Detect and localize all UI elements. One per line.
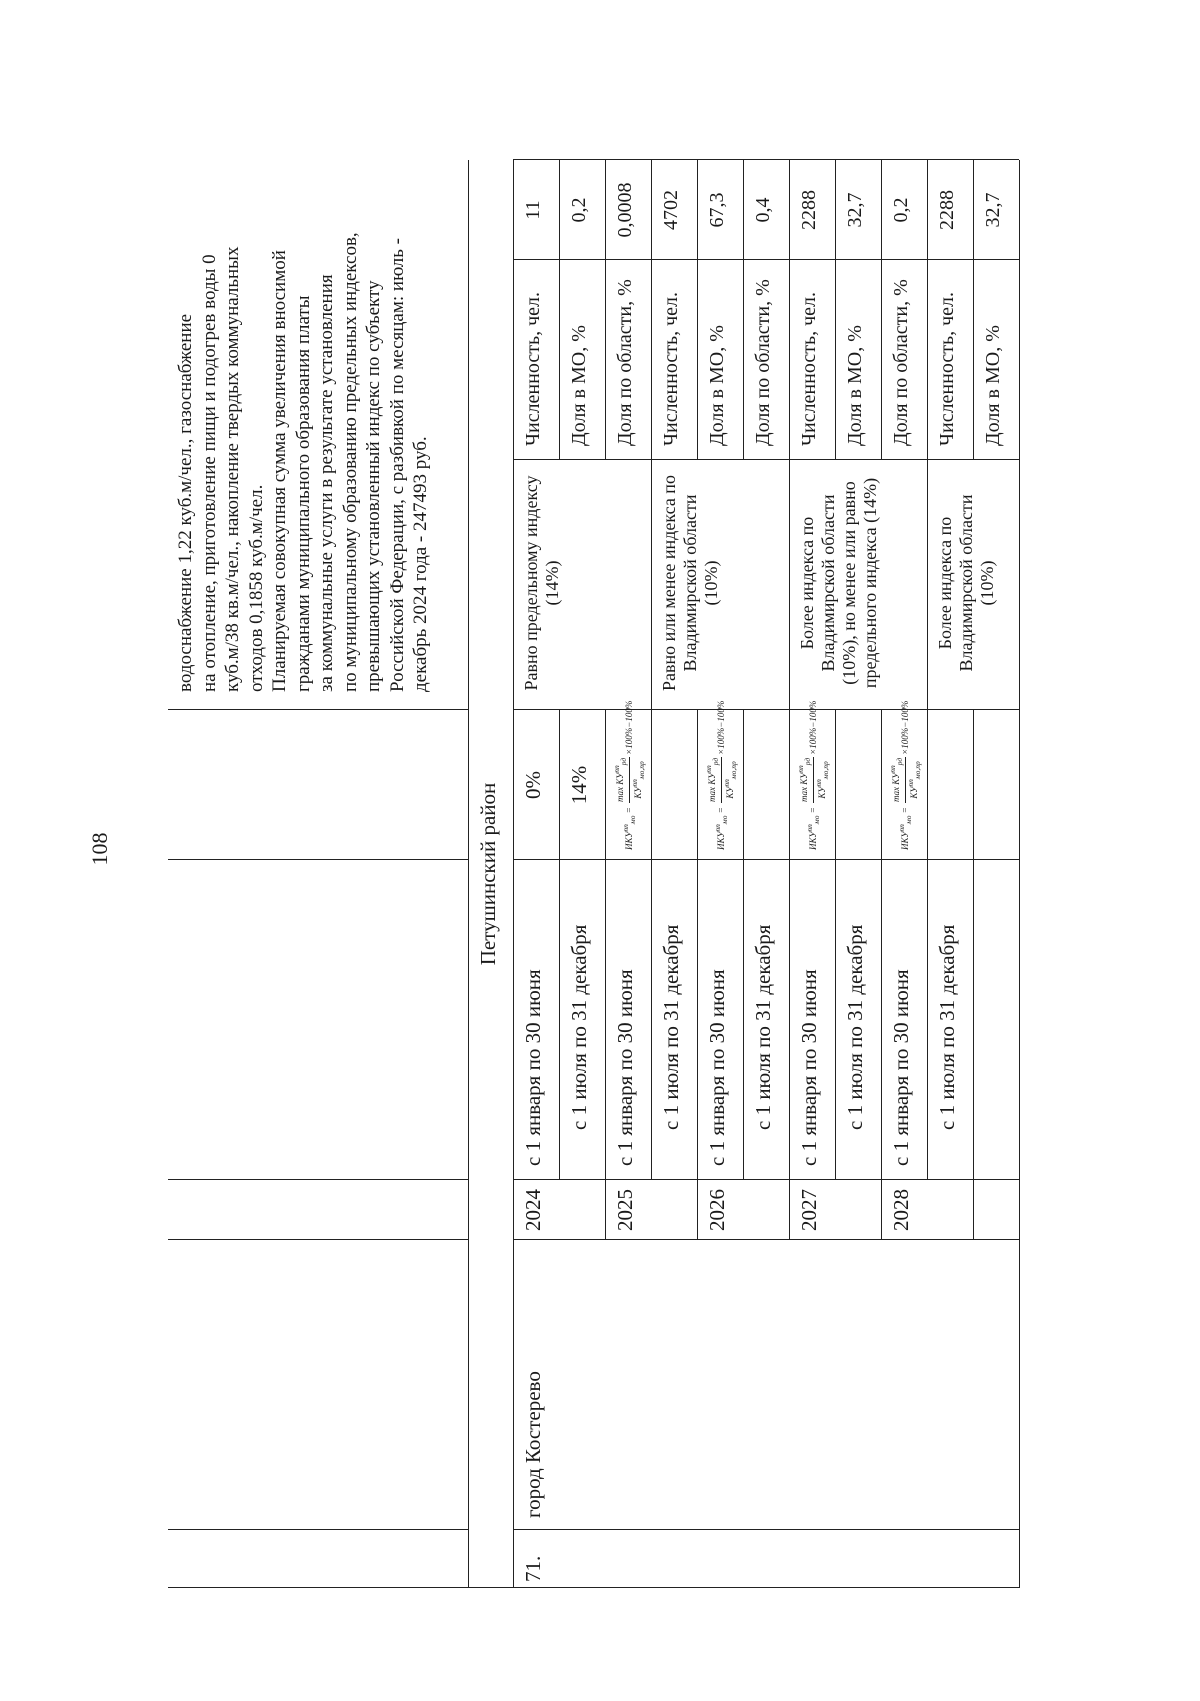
metric-label: Численность, чел. xyxy=(936,292,958,446)
period-first-half: с 1 января по 30 июня xyxy=(797,969,821,1166)
text-line: превышающих установленный индекс по субъекту xyxy=(363,280,384,692)
text-line: гражданами муниципального образования платы xyxy=(292,295,314,692)
period-first-half: с 1 января по 30 июня xyxy=(705,969,729,1166)
table-rule xyxy=(1019,160,1020,1588)
year-cell: 2027 xyxy=(797,1189,821,1231)
metric-value: 0,0008 xyxy=(614,182,636,238)
criterion-text: Более индекса по Владимирской области (10%) xyxy=(935,494,997,672)
metric-value: 2288 xyxy=(798,190,820,230)
metric-value: 67,3 xyxy=(706,192,728,228)
index-formula: $ИКУ^{пп}_{мо}$ = $\max КУ^{пп}_{рд}$ $КУ^{пп}_{мо,пр}$ ×100%−100% xyxy=(887,700,922,850)
formula-numerator: $\max КУ^{пп}_{рд}$ xyxy=(795,757,812,802)
table-rule xyxy=(743,160,744,460)
municipality-name: город Костерево xyxy=(521,1371,545,1518)
table-rule xyxy=(881,710,882,1240)
table-rule xyxy=(927,710,928,1180)
text-line: на отопление, приготовление пищи и подогрев воды 0 xyxy=(198,254,220,692)
table-rule xyxy=(605,710,606,1240)
table-rule xyxy=(835,710,836,1180)
metric-label: Численность, чел. xyxy=(660,292,682,446)
table-rule xyxy=(168,1529,468,1530)
formula-lhs: $ИКУ^{пп}_{мо}$ xyxy=(896,815,913,850)
index-formula: $ИКУ^{пп}_{мо}$ = $\max КУ^{пп}_{рд}$ $КУ^{пп}_{мо,пр}$ ×100%−100% xyxy=(703,700,738,850)
metric-value: 32,7 xyxy=(982,192,1004,228)
period-first-half: с 1 января по 30 июня xyxy=(613,969,637,1166)
table-rule xyxy=(513,1529,1019,1530)
formula-lhs: $ИКУ^{пп}_{мо}$ xyxy=(620,815,637,850)
criterion-text: Более индекса по Владимирской области (10%), но менее или равно предельного индекса (14%) xyxy=(797,477,880,689)
formula-numerator: $\max КУ^{пп}_{рд}$ xyxy=(703,757,720,802)
formula-numerator: $\max КУ^{пп}_{рд}$ xyxy=(611,757,628,802)
metric-value: 32,7 xyxy=(844,192,866,228)
text-line: декабрь 2024 года - 247493 руб. xyxy=(410,436,431,692)
table-rule xyxy=(605,160,606,460)
formula-denominator: $КУ^{пп}_{мо,пр}$ xyxy=(905,761,922,799)
row-number: 71. xyxy=(521,1555,545,1582)
table-rule xyxy=(168,1587,1019,1588)
period-second-half: с 1 июля по 31 декабря xyxy=(659,924,683,1130)
year-cell: 2026 xyxy=(705,1189,729,1231)
district-heading: Петушинский район xyxy=(476,782,500,966)
table-rule xyxy=(651,160,652,710)
formula-numerator: $\max КУ^{пп}_{рд}$ xyxy=(887,757,904,802)
table-rule xyxy=(513,1179,1019,1180)
formula-fraction xyxy=(888,757,923,803)
table-rule xyxy=(789,710,790,1240)
text-line: водоснабжение 1,22 куб.м/чел., газоснабжение xyxy=(175,313,196,692)
formula-denominator: $КУ^{пп}_{мо,пр}$ xyxy=(721,761,738,799)
formula-tail: ×100%−100% xyxy=(900,700,910,755)
formula-fraction xyxy=(704,757,739,803)
metric-value: 11 xyxy=(522,200,544,220)
period-second-half: с 1 июля по 31 декабря xyxy=(567,924,591,1130)
table-rule xyxy=(743,710,744,1180)
table-rule xyxy=(168,859,468,860)
table-rule xyxy=(973,160,974,460)
text-line: Планируемая совокупная сумма увеличения вносимой xyxy=(269,250,290,692)
table-rule xyxy=(513,1239,1019,1240)
period-first-half: с 1 января по 30 июня xyxy=(889,969,913,1166)
table-rule xyxy=(789,160,790,710)
metric-label: Доля в МО, % xyxy=(568,325,590,446)
table-rule xyxy=(835,160,836,460)
formula-tail: ×100%−100% xyxy=(808,700,818,755)
text-line: по муниципальному образованию предельных индексов, xyxy=(339,232,361,692)
metric-label: Доля в МО, % xyxy=(844,325,866,446)
period-second-half: с 1 июля по 31 декабря xyxy=(751,924,775,1130)
table-rule xyxy=(651,710,652,1180)
metric-label: Доля по области, % xyxy=(890,279,912,446)
formula-denominator: $КУ^{пп}_{мо,пр}$ xyxy=(813,761,830,799)
criterion-text: Равно или менее индекса по Владимирской области (10%) xyxy=(659,475,721,691)
table-rule xyxy=(513,459,1019,460)
table-rule xyxy=(168,1179,468,1180)
metric-value: 0,2 xyxy=(890,197,912,223)
text-line: Российской Федерации, с разбивкой по месяцам: июль - xyxy=(386,237,408,692)
formula-tail: ×100%−100% xyxy=(716,700,726,755)
criterion-text: Равно предельному индексу (14%) xyxy=(521,475,562,691)
year-cell: 2024 xyxy=(521,1189,545,1231)
formula-lhs: $ИКУ^{пп}_{мо}$ xyxy=(712,815,729,850)
metric-value: 4702 xyxy=(660,190,682,230)
rotated-table xyxy=(168,160,1168,1590)
year-cell: 2028 xyxy=(889,1189,913,1231)
formula-fraction xyxy=(796,757,831,803)
table-rule xyxy=(168,1239,468,1240)
text-line: отходов 0,1858 куб.м/чел. xyxy=(245,484,267,692)
metric-value: 0,4 xyxy=(752,197,774,223)
table-rule xyxy=(927,160,928,710)
table-rule xyxy=(468,160,469,1588)
metric-label: Доля в МО, % xyxy=(982,325,1004,446)
metric-label: Численность, чел. xyxy=(798,292,820,446)
metric-label: Доля по области, % xyxy=(614,279,636,446)
metric-label: Доля в МО, % xyxy=(706,325,728,446)
table-rule xyxy=(697,710,698,1240)
metric-value: 0,2 xyxy=(568,197,590,223)
metric-label: Доля по области, % xyxy=(752,279,774,446)
period-second-half: с 1 июля по 31 декабря xyxy=(843,924,867,1130)
table-rule xyxy=(559,710,560,1180)
period-second-half: с 1 июля по 31 декабря xyxy=(935,924,959,1130)
formula-tail: ×100%−100% xyxy=(624,700,634,755)
table-rule xyxy=(881,160,882,460)
indicators-text-block xyxy=(174,160,464,692)
index-formula: $ИКУ^{пп}_{мо}$ = $\max КУ^{пп}_{рд}$ $КУ^{пп}_{мо,пр}$ ×100%−100% xyxy=(795,700,830,850)
table-rule xyxy=(697,160,698,460)
formula-fraction xyxy=(612,757,647,803)
period-first-half: с 1 января по 30 июня xyxy=(521,969,545,1166)
table-rule xyxy=(559,160,560,460)
index-value: 0% xyxy=(521,771,545,799)
table-rule xyxy=(513,160,514,1588)
metric-value: 2288 xyxy=(936,190,958,230)
index-formula: $ИКУ^{пп}_{мо}$ = $\max КУ^{пп}_{рд}$ $КУ^{пп}_{мо,пр}$ ×100%−100% xyxy=(611,700,646,850)
formula-denominator: $КУ^{пп}_{мо,пр}$ xyxy=(629,761,646,799)
index-value: 14% xyxy=(567,765,591,805)
text-line: за коммунальные услуги в результате установления xyxy=(316,274,337,692)
metric-label: Численность, чел. xyxy=(522,292,544,446)
formula-lhs: $ИКУ^{пп}_{мо}$ xyxy=(804,815,821,850)
text-line: куб.м/38 кв.м/чел., накопление твердых коммунальных xyxy=(222,246,243,692)
year-cell: 2025 xyxy=(613,1189,637,1231)
page-number: 108 xyxy=(87,832,112,866)
table-rule xyxy=(973,710,974,1240)
table-rule xyxy=(168,709,468,710)
